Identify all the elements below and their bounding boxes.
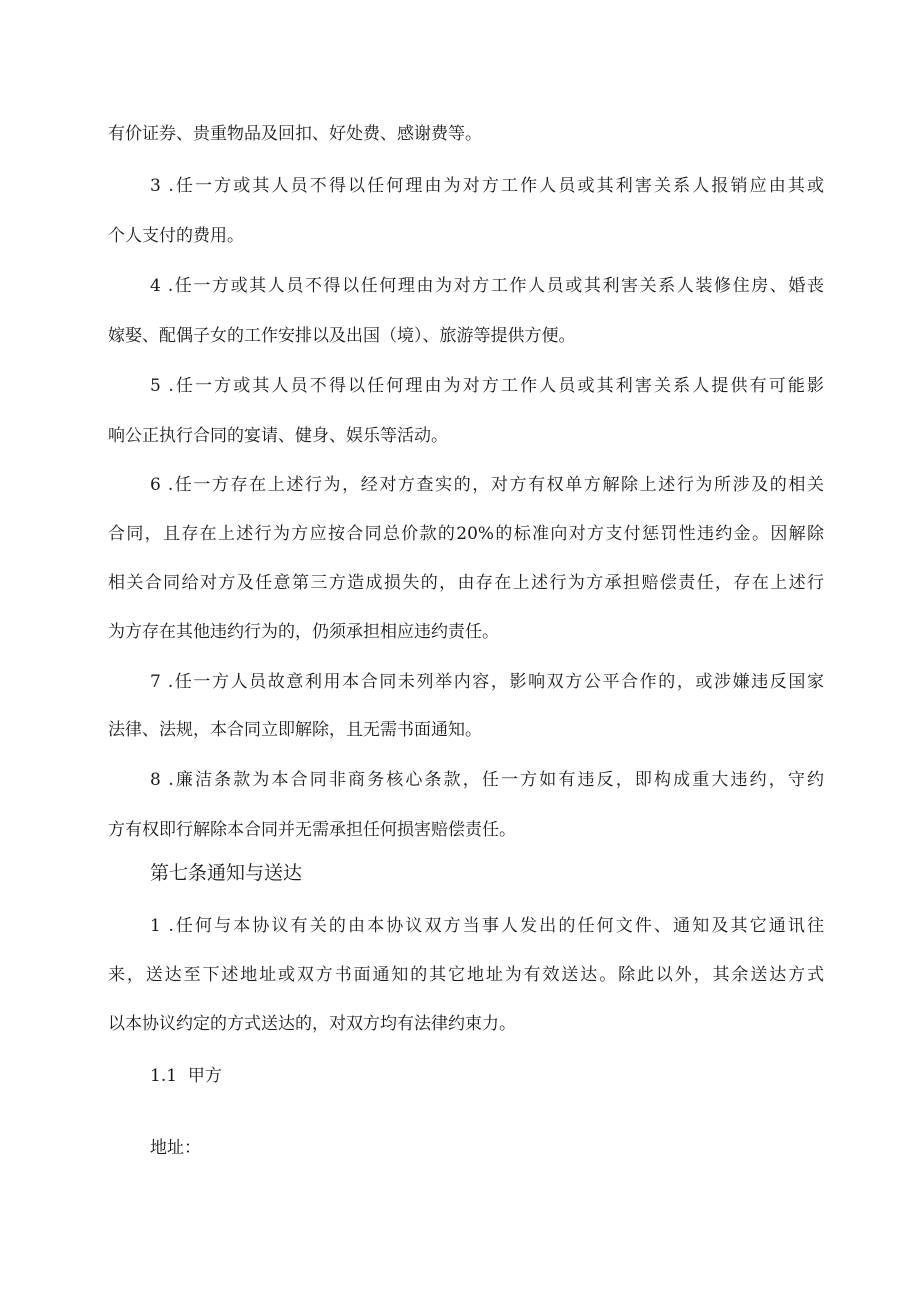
clause-5-line-1: 5 .任一方或其人员不得以任何理由为对方工作人员或其利害关系人提供有可能影 xyxy=(150,376,824,396)
clause-6-line-3: 相关合同给对方及任意第三方造成损失的，由存在上述行为方承担赔偿责任，存在上述行 xyxy=(108,573,824,593)
address-label: 地址： xyxy=(150,1138,201,1158)
clause-6-line-1: 6 .任一方存在上述行为，经对方查实的，对方有权单方解除上述行为所涉及的相关 xyxy=(150,475,824,495)
clause-7-line-1: 7 .任一方人员故意利用本合同未列举内容，影响双方公平合作的，或涉嫌违反国家 xyxy=(150,672,824,692)
clause-6-line-4: 为方存在其他违约行为的，仍须承担相应违约责任。 xyxy=(108,622,499,642)
clause-5-line-2: 响公正执行合同的宴请、健身、娱乐等活动。 xyxy=(108,426,448,446)
notice-1-line-3: 以本协议约定的方式送达的，对双方均有法律约束力。 xyxy=(108,1014,516,1034)
clause-4-line-1: 4 .任一方或其人员不得以任何理由为对方工作人员或其利害关系人装修住房、婚丧 xyxy=(150,276,824,296)
clause-8-line-1: 8 .廉洁条款为本合同非商务核心条款，任一方如有违反，即构成重大违约，守约 xyxy=(150,770,824,790)
clause-6-line-2: 合同，且存在上述行为方应按合同总价款的20%的标准向对方支付惩罚性违约金。因解除 xyxy=(108,524,824,544)
notice-1-line-2: 来，送达至下述地址或双方书面通知的其它地址为有效送达。除此以外，其余送达方式 xyxy=(108,965,824,985)
clause-3-line-2: 个人支付的费用。 xyxy=(108,226,244,246)
clause-3-line-1: 3 .任一方或其人员不得以任何理由为对方工作人员或其利害关系人报销应由其或 xyxy=(150,176,824,196)
notice-1-line-1: 1 .任何与本协议有关的由本协议双方当事人发出的任何文件、通知及其它通讯往 xyxy=(150,916,824,936)
paragraph-continuation-line: 有价证券、贵重物品及回扣、好处费、感谢费等。 xyxy=(108,124,482,144)
clause-8-line-2: 方有权即行解除本合同并无需承担任何损害赔偿责任。 xyxy=(108,820,516,840)
clause-4-line-2: 嫁娶、配偶子女的工作安排以及出国（境）、旅游等提供方便。 xyxy=(108,326,576,346)
section-heading: 第七条通知与送达 xyxy=(150,862,303,884)
subclause-party-a: 1.1 甲方 xyxy=(150,1066,222,1086)
clause-7-line-2: 法律、法规，本合同立即解除，且无需书面通知。 xyxy=(108,720,482,740)
